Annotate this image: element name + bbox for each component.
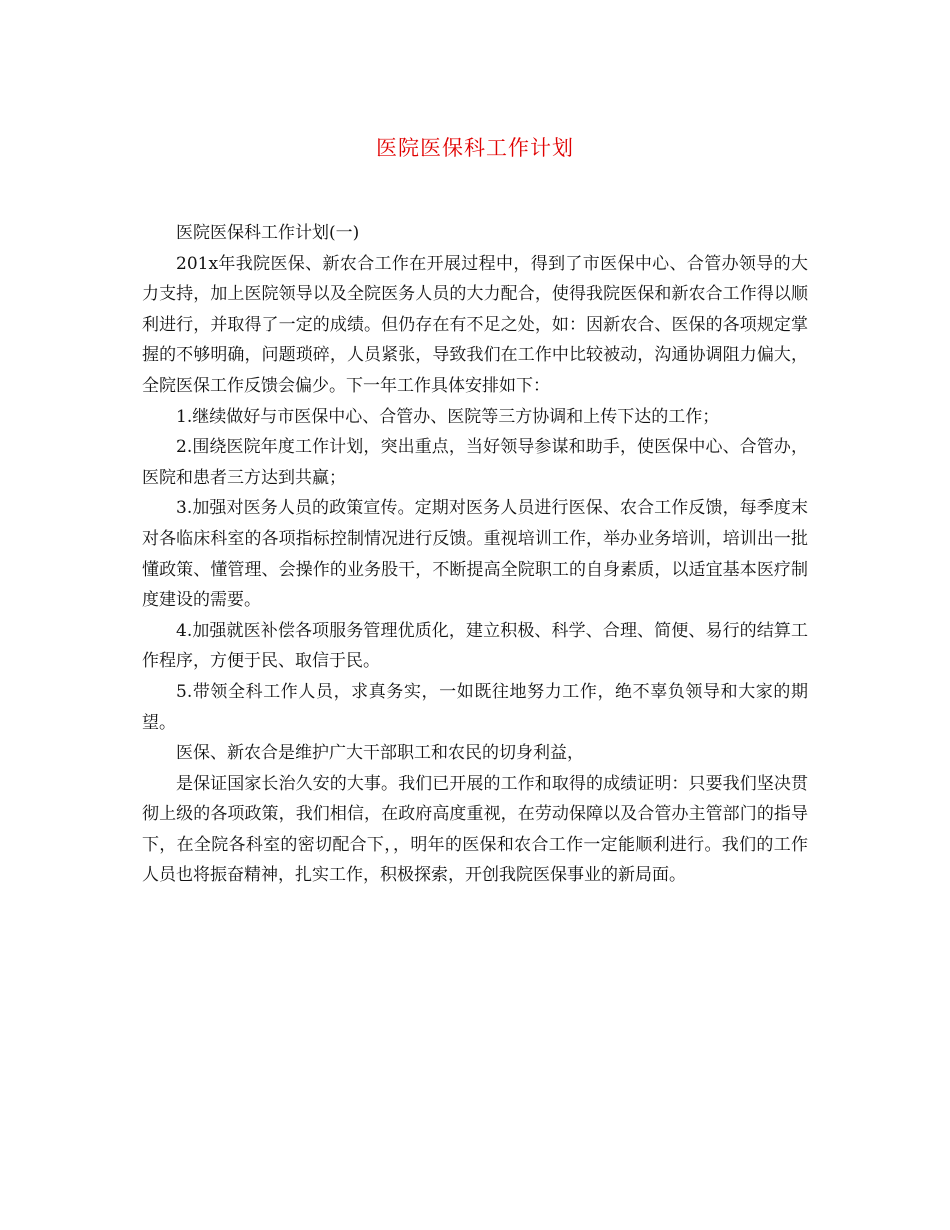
plan-item-5: 5.带领全科工作人员，求真务实，一如既往地努力工作，绝不辜负领导和大家的期望。: [142, 681, 808, 733]
plan-item-3: 3.加强对医务人员的政策宣传。定期对医务人员进行医保、农合工作反馈，每季度末对各临床科室的各项指标控制情况进行反馈。重视培训工作，举办业务培训，培训出一批懂政策、懂管理、会操作的业务股干，不断提高全院职工的自身素质，以适宜基本医疗制度建设的需要。: [142, 498, 808, 611]
plan-item-2: 2.围绕医院年度工作计划，突出重点，当好领导参谋和助手，使医保中心、合管办，医院和患者三方达到共赢；: [142, 437, 808, 488]
plan-item-4: 4.加强就医补偿各项服务管理优质化，建立积极、科学、合理、简便、易行的结算工作程序，方便于民、取信于民。: [142, 620, 808, 672]
plan-item-1: 1.继续做好与市医保中心、合管办、医院等三方协调和上传下达的工作；: [176, 406, 720, 427]
closing-paragraph-1: 医保、新农合是维护广大干部职工和农民的切身利益，: [176, 743, 584, 764]
subtitle-paragraph: 医院医保科工作计划(一): [176, 223, 360, 243]
document-body: [142, 218, 808, 891]
document-title: 医院医保科工作计划: [376, 136, 574, 160]
intro-paragraph: 201x年我院医保、新农合工作在开展过程中，得到了市医保中心、合管办领导的大力支持，加上医院领导以及全院医务人员的大力配合，使得我院医保和新农合工作得以顺利进行，并取得了一定的成绩。但仍存在有不足之处，如：因新农合、医保的各项规定掌握的不够明确，问题琐碎，人员紧张，导致我们在工作中比较被动，沟通协调阻力偏大，全院医保工作反馈会偏少。下一年工作具体安排如下：: [142, 253, 808, 396]
closing-paragraph-2: 是保证国家长治久安的大事。我们已开展的工作和取得的成绩证明：只要我们坚决贯彻上级的各项政策，我们相信，在政府高度重视，在劳动保障以及合管办主管部门的指导下，在全院各科室的密切配合下，，明年的医保和农合工作一定能顺利进行。我们的工作人员也将振奋精神，扎实工作，积极探索，开创我院医保事业的新局面。: [142, 773, 808, 886]
